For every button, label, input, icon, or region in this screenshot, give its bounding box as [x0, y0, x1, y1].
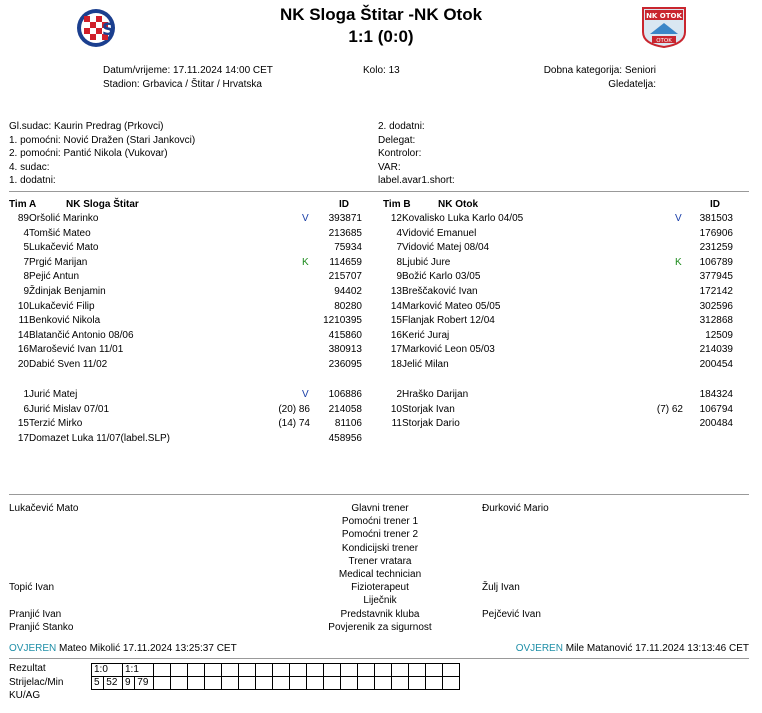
player-number: 17 — [390, 344, 402, 356]
official-left: Gl.sudac: Kaurin Predrag (Prkovci) — [9, 121, 164, 132]
player-name: Breščaković Ivan — [402, 286, 478, 297]
player-id: 458956 — [328, 432, 362, 444]
player-name: Kerić Juraj — [402, 329, 450, 341]
player-id: 393871 — [328, 213, 362, 224]
player-number: 16 — [390, 329, 402, 341]
verified-away-text: Mile Matanović 17.11.2024 13:13:46 CET — [565, 643, 749, 654]
player-row — [0, 403, 762, 417]
scorer-cell — [324, 677, 341, 690]
verified-away-word: OVJEREN — [515, 643, 563, 654]
divider — [9, 191, 749, 192]
player-number: 6 — [23, 403, 29, 415]
official-right: VAR: — [378, 161, 401, 173]
ku-ag-label: KU/AG — [9, 690, 41, 701]
player-name: Terzić Mirko — [29, 418, 83, 430]
substitution-info: (14) 74 — [278, 418, 310, 430]
scorer-cell — [205, 677, 222, 690]
player-number: 15 — [390, 315, 402, 327]
player-id: 200484 — [699, 418, 733, 430]
player-mark: V — [302, 389, 309, 400]
match-score: 1:1 (0:0) — [348, 27, 414, 46]
player-name: Božić Karlo 03/05 — [402, 271, 481, 283]
result-grid — [91, 663, 460, 690]
divider — [9, 494, 749, 495]
player-row — [0, 227, 762, 241]
player-number: 8 — [396, 256, 402, 268]
match-title: NK Sloga Štitar -NK Otok — [279, 5, 483, 24]
staff-role: Medical technician — [338, 569, 422, 580]
player-id: 380913 — [328, 344, 362, 356]
result-cell — [188, 664, 205, 677]
player-number: 5 — [23, 242, 29, 254]
team-a-label: Tim A — [9, 199, 37, 210]
player-number: 11 — [391, 418, 402, 430]
result-cell — [409, 664, 426, 677]
staff-away: Žulj Ivan — [482, 582, 520, 594]
official-right: Delegat: — [378, 134, 416, 146]
player-mark: V — [675, 213, 682, 224]
scorer-cell: 79 — [135, 677, 154, 690]
player-id: 80280 — [334, 300, 362, 312]
scorer-cell — [273, 677, 290, 690]
team-b-name: NK Otok — [438, 199, 478, 210]
player-name: Tomšić Mateo — [29, 227, 91, 239]
away-logo-bottom: OTOK — [656, 38, 672, 44]
player-number: 12 — [390, 213, 402, 224]
player-row — [0, 256, 762, 270]
scorer-cell — [375, 677, 392, 690]
result-cell — [222, 664, 239, 677]
official-right: label.avar1.short: — [378, 175, 455, 187]
player-name: Hraško Darijan — [402, 389, 469, 400]
staff-away: Đurković Mario — [482, 503, 549, 514]
player-number: 4 — [23, 227, 29, 239]
player-number: 17 — [17, 432, 29, 444]
player-name: Ljubić Jure — [402, 256, 451, 268]
player-id: 106794 — [699, 403, 733, 415]
player-name: Dabić Sven 11/02 — [29, 359, 108, 370]
match-stadium: Stadion: Grbavica / Štitar / Hrvatska — [103, 79, 262, 90]
player-name: Pejić Antun — [29, 271, 80, 283]
player-name: Oršolić Marinko — [29, 213, 99, 224]
player-name: Flanjak Robert 12/04 — [402, 315, 495, 327]
scorer-cell — [426, 677, 443, 690]
team-a-name: NK Sloga Štitar — [66, 199, 139, 210]
player-number: 10 — [390, 403, 402, 415]
result-cell — [273, 664, 290, 677]
player-id: 214058 — [328, 403, 362, 415]
scorer-cell — [443, 677, 460, 690]
result-cell — [392, 664, 409, 677]
player-number: 14 — [390, 300, 402, 312]
scorer-cell — [256, 677, 273, 690]
staff-role: Predstavnik kluba — [340, 608, 420, 620]
scorer-label: Strijelac/Min — [9, 677, 64, 688]
player-id: 215707 — [328, 271, 362, 283]
verified-home — [9, 643, 237, 654]
player-row — [0, 285, 762, 299]
staff-home: Pranjić Stanko — [9, 621, 74, 633]
player-number: 16 — [17, 344, 29, 356]
player-id: 236095 — [328, 359, 362, 370]
scorer-cell — [392, 677, 409, 690]
player-id: 12509 — [705, 329, 733, 341]
official-left: 1. dodatni: — [9, 175, 56, 187]
player-id: 377945 — [699, 271, 733, 283]
player-number: 11 — [18, 315, 29, 327]
player-row — [0, 241, 762, 255]
result-grid-results-row — [92, 664, 460, 677]
verified-home-text: Mateo Mikolić 17.11.2024 13:25:37 CET — [59, 643, 237, 654]
player-id: 172142 — [699, 286, 733, 297]
staff-role: Pomoćni trener 2 — [341, 529, 419, 541]
result-cell — [358, 664, 375, 677]
result-cell: 1:0 — [92, 664, 123, 677]
match-datetime: Datum/vrijeme: 17.11.2024 14:00 CET — [103, 65, 273, 76]
scorer-cell — [409, 677, 426, 690]
verified-away — [516, 643, 749, 654]
player-id: 200454 — [699, 359, 733, 370]
player-row — [0, 432, 762, 446]
player-name: Storjak Ivan — [402, 403, 455, 415]
player-row — [0, 343, 762, 357]
result-cell — [290, 664, 307, 677]
player-name: Lukačević Filip — [29, 300, 95, 312]
official-right: Kontrolor: — [378, 148, 422, 160]
age-category: Dobna kategorija: Seniori — [543, 65, 656, 76]
scorer-cell — [239, 677, 256, 690]
result-cell — [256, 664, 273, 677]
player-id: 75934 — [334, 242, 362, 254]
staff-role: Glavni trener — [351, 503, 409, 514]
player-number: 13 — [390, 286, 402, 297]
player-row — [0, 300, 762, 314]
result-grid-scorers-row — [92, 677, 460, 690]
result-cell — [307, 664, 324, 677]
player-id: 214039 — [699, 344, 733, 356]
scorer-cell: 9 — [123, 677, 135, 690]
result-cell — [443, 664, 460, 677]
player-number: 1 — [23, 389, 29, 400]
player-number: 4 — [396, 227, 402, 239]
scorer-cell — [222, 677, 239, 690]
player-id: 312868 — [699, 315, 733, 327]
player-number: 7 — [396, 242, 402, 254]
result-cell — [426, 664, 443, 677]
player-name: Ždinjak Benjamin — [29, 286, 106, 297]
player-id: 1210395 — [323, 315, 362, 327]
player-name: Marošević Ivan 11/01 — [29, 344, 124, 356]
staff-away: Pejčević Ivan — [482, 608, 541, 620]
player-row — [0, 329, 762, 343]
player-number: 8 — [23, 271, 29, 283]
team-b-label: Tim B — [383, 199, 411, 210]
team-b-id-header: ID — [710, 199, 720, 210]
result-cell: 1:1 — [123, 664, 154, 677]
player-id: 114659 — [329, 256, 362, 268]
player-id: 415860 — [328, 329, 362, 341]
player-name: Kovalisko Luka Karlo 04/05 — [402, 213, 524, 224]
player-name: Storjak Dario — [402, 418, 460, 430]
result-cell — [171, 664, 188, 677]
result-cell — [375, 664, 392, 677]
staff-home: Topić Ivan — [9, 582, 55, 594]
spectators: Gledatelja: — [608, 79, 656, 90]
player-id: 213685 — [328, 227, 362, 239]
player-number: 15 — [17, 418, 29, 430]
player-number: 89 — [17, 213, 29, 224]
player-id: 176906 — [699, 227, 733, 239]
substitution-info: (7) 62 — [656, 403, 683, 415]
player-row — [0, 388, 762, 402]
player-name: Marković Leon 05/03 — [402, 344, 495, 356]
away-logo-top: NK OTOK — [646, 12, 682, 20]
player-id: 302596 — [699, 300, 733, 312]
scorer-cell — [341, 677, 358, 690]
staff-role: Liječnik — [363, 595, 397, 607]
player-row — [0, 417, 762, 431]
staff-role: Povjerenik za sigurnost — [328, 621, 432, 633]
official-right: 2. dodatni: — [378, 121, 425, 132]
scorer-cell: 5 — [92, 677, 104, 690]
player-row — [0, 314, 762, 328]
staff-role: Fizioterapeut — [351, 582, 409, 594]
staff-role: Pomoćni trener 1 — [341, 516, 419, 528]
player-name: Lukačević Mato — [29, 242, 99, 254]
scorer-cell — [290, 677, 307, 690]
official-left: 4. sudac: — [9, 161, 50, 173]
result-cell — [324, 664, 341, 677]
scorer-cell — [307, 677, 324, 690]
player-name: Vidović Emanuel — [402, 227, 477, 239]
scorer-cell — [154, 677, 171, 690]
scorer-cell — [171, 677, 188, 690]
player-row — [0, 358, 762, 372]
divider — [9, 658, 749, 659]
player-id: 381503 — [699, 213, 733, 224]
player-number: 9 — [23, 286, 29, 297]
scorer-cell: 52 — [104, 677, 123, 690]
official-left: 2. pomoćni: Pantić Nikola (Vukovar) — [9, 148, 168, 160]
player-name: Jurić Mislav 07/01 — [29, 403, 110, 415]
player-number: 14 — [17, 329, 29, 341]
player-row — [0, 212, 762, 226]
player-id: 184324 — [699, 389, 733, 400]
substitution-info: (20) 86 — [278, 403, 310, 415]
player-id: 94402 — [334, 286, 362, 297]
team-a-id-header: ID — [339, 199, 349, 210]
player-id: 106789 — [699, 256, 733, 268]
player-name: Prgić Marijan — [29, 256, 88, 268]
scorer-cell — [358, 677, 375, 690]
result-label: Rezultat — [9, 663, 46, 674]
player-name: Jurić Matej — [29, 389, 78, 400]
result-cell — [239, 664, 256, 677]
result-cell — [341, 664, 358, 677]
official-left: 1. pomoćni: Nović Dražen (Stari Jankovci) — [9, 134, 196, 146]
staff-role: Kondicijski trener — [341, 542, 419, 554]
home-logo-letter: S — [102, 20, 115, 40]
player-number: 9 — [396, 271, 402, 283]
player-mark: K — [675, 256, 682, 268]
player-id: 81106 — [334, 418, 362, 430]
player-number: 2 — [396, 389, 402, 400]
staff-home: Lukačević Mato — [9, 503, 79, 514]
player-mark: V — [302, 213, 309, 224]
player-number: 10 — [17, 300, 29, 312]
staff-home: Pranjić Ivan — [9, 608, 62, 620]
player-id: 106886 — [328, 389, 362, 400]
player-name: Vidović Matej 08/04 — [402, 242, 490, 254]
player-name: Domazet Luka 11/07(label.SLP) — [29, 432, 171, 444]
staff-role: Trener vratara — [348, 555, 412, 567]
player-row — [0, 270, 762, 284]
result-cell — [205, 664, 222, 677]
player-number: 7 — [23, 256, 29, 268]
player-id: 231259 — [699, 242, 733, 254]
player-mark: K — [302, 256, 309, 268]
player-name: Blatančić Antonio 08/06 — [29, 329, 134, 341]
player-number: 20 — [17, 359, 29, 370]
player-name: Marković Mateo 05/05 — [402, 300, 501, 312]
match-round: Kolo: 13 — [363, 65, 400, 76]
player-name: Jelić Milan — [402, 359, 449, 370]
scorer-cell — [188, 677, 205, 690]
player-name: Benković Nikola — [29, 315, 101, 327]
verified-home-word: OVJEREN — [9, 643, 57, 654]
player-number: 18 — [390, 359, 402, 370]
result-cell — [154, 664, 171, 677]
